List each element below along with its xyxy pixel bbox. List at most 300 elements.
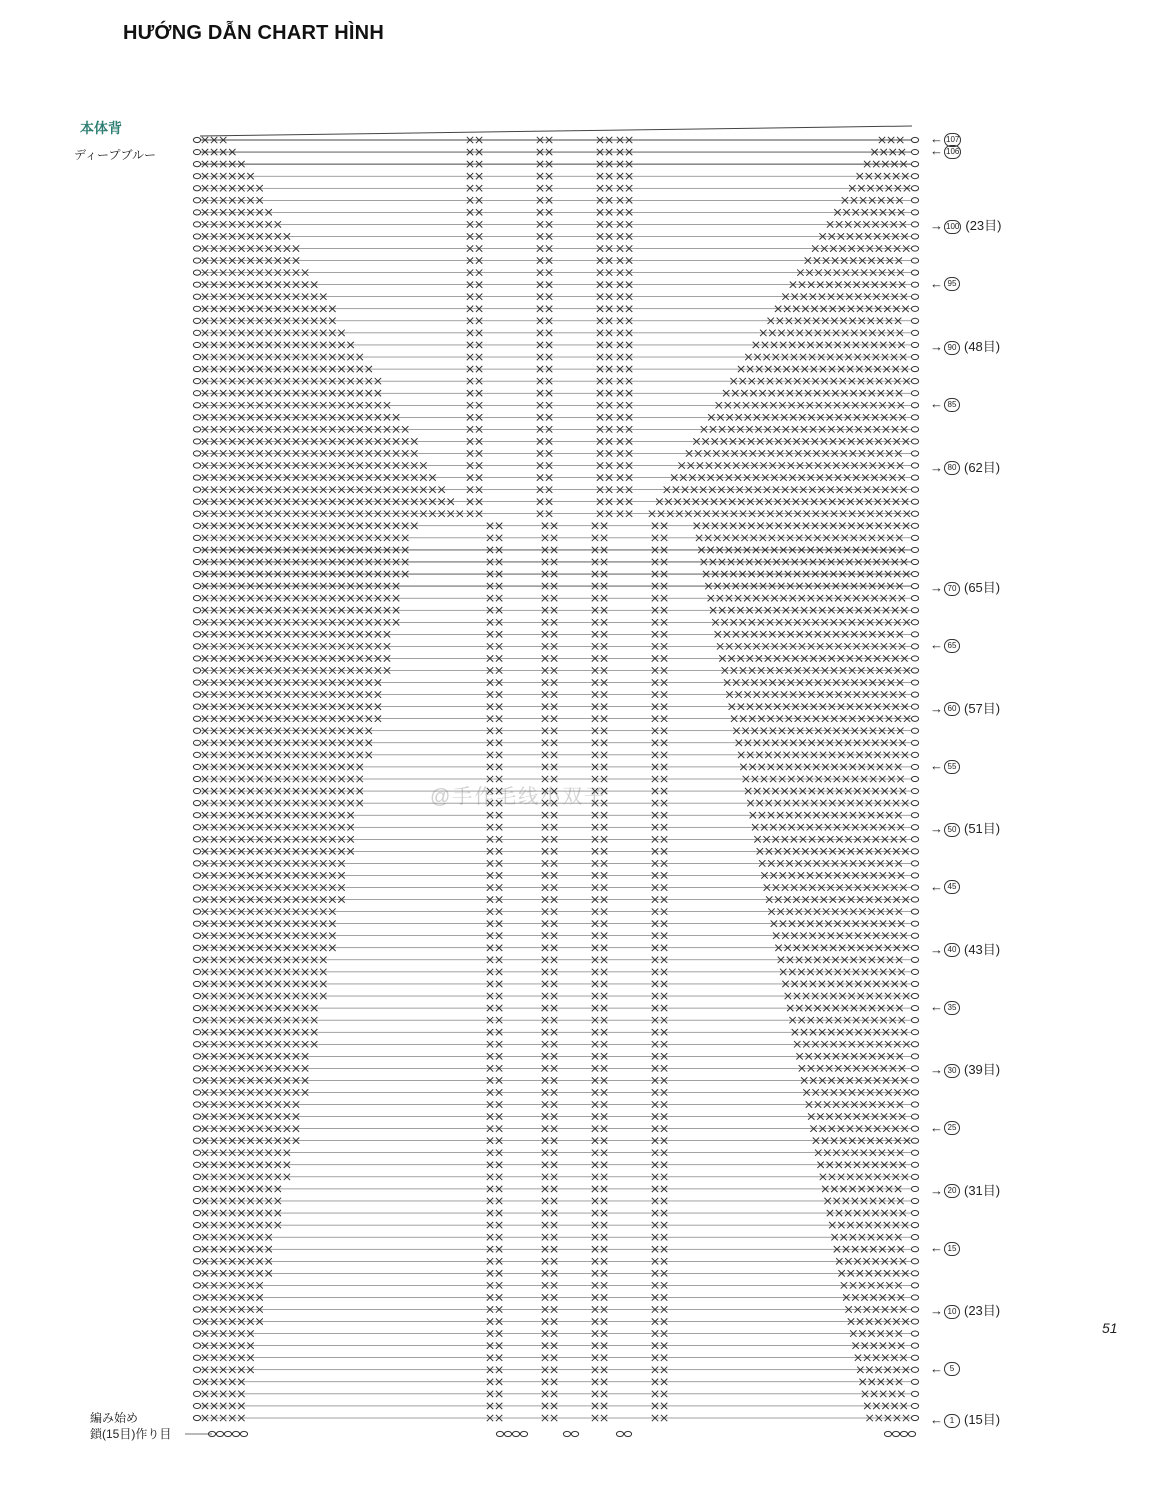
chain-stitch (911, 1042, 918, 1047)
chain-stitch (911, 535, 918, 540)
arrow-right-icon: → (930, 459, 943, 475)
chain-stitch (911, 258, 918, 263)
chain-stitch (911, 704, 918, 709)
row-marker (930, 143, 965, 159)
chain-stitch (193, 909, 200, 914)
chain-stitch (193, 511, 200, 516)
chain-stitch (193, 873, 200, 878)
chain-stitch (193, 776, 200, 781)
chain-stitch (911, 1114, 918, 1119)
chain-stitch (911, 656, 918, 661)
arrow-left-icon: ← (930, 878, 943, 894)
stitch-count: (62目) (964, 459, 1001, 475)
chain-stitch (193, 1005, 200, 1010)
chain-stitch (193, 1283, 200, 1288)
chain-stitch (911, 354, 918, 359)
chain-stitch (193, 487, 200, 492)
chain-stitch (884, 1431, 891, 1436)
chain-stitch (193, 668, 200, 673)
chain-stitch (911, 1235, 918, 1240)
chain-stitch (911, 716, 918, 721)
chain-stitch (193, 1162, 200, 1167)
row-marker (930, 1361, 964, 1377)
chain-stitch (193, 1186, 200, 1191)
chain-stitch (911, 318, 918, 323)
row-marker (930, 879, 964, 895)
chain-stitch (908, 1431, 915, 1436)
stitch-count: (39目) (964, 1062, 1001, 1078)
chain-stitch (911, 475, 918, 480)
chain-stitch (193, 740, 200, 745)
chain-stitch (193, 463, 200, 468)
chain-stitch (193, 813, 200, 818)
chain-stitch (616, 1431, 623, 1436)
chain-stitch (496, 1431, 503, 1436)
row-marker (930, 1300, 1000, 1319)
row-number: 15 (944, 1242, 960, 1256)
chain-stitch (911, 523, 918, 528)
chain-stitch (911, 596, 918, 601)
chain-stitch (911, 1319, 918, 1324)
row-marker (930, 758, 964, 774)
chain-stitch (911, 728, 918, 733)
row-marker (930, 939, 1000, 958)
chain-stitch (193, 1138, 200, 1143)
chain-stitch (911, 945, 918, 950)
chain-stitch (193, 608, 200, 613)
stitch-count: (15目) (964, 1412, 1001, 1427)
chain-stitch (193, 427, 200, 432)
chain-stitch (193, 1114, 200, 1119)
chain-stitch (193, 149, 200, 154)
chain-stitch (911, 1018, 918, 1023)
row-number: 90 (944, 341, 960, 355)
row-number: 80 (944, 461, 960, 475)
chain-stitch (193, 559, 200, 564)
chain-stitch (911, 366, 918, 371)
chain-stitch (193, 342, 200, 347)
chain-stitch (911, 342, 918, 347)
chain-stitch (193, 1198, 200, 1203)
chain-stitch (193, 571, 200, 576)
arrow-right-icon: → (930, 580, 943, 596)
chain-stitch (911, 1126, 918, 1131)
chain-stitch (911, 1415, 918, 1420)
page-number: 51 (1102, 1320, 1118, 1336)
section-title: 本体背 (80, 120, 122, 136)
chain-stitch (193, 1379, 200, 1384)
row-number: 65 (944, 639, 960, 653)
chain-stitch (193, 921, 200, 926)
chain-stitch (911, 1367, 918, 1372)
chain-stitch (911, 776, 918, 781)
chain-stitch (911, 620, 918, 625)
arrow-left-icon: ← (930, 637, 943, 653)
chain-stitch (193, 692, 200, 697)
chain-stitch (193, 306, 200, 311)
chain-stitch (911, 825, 918, 830)
watermark: @手作毛线小双子 (430, 786, 607, 808)
stitch-count: (51目) (964, 821, 1001, 837)
chain-stitch (911, 740, 918, 745)
row-marker (930, 1409, 1000, 1428)
row-marker (930, 1120, 964, 1136)
chain-stitch (193, 596, 200, 601)
chain-stitch (193, 174, 200, 179)
arrow-right-icon: → (930, 941, 943, 957)
row-marker (930, 698, 1000, 717)
chain-stitch (193, 1102, 200, 1107)
arrow-left-icon: ← (930, 143, 943, 159)
row-number: 107 (944, 133, 961, 147)
row-marker (930, 396, 964, 412)
chain-stitch (193, 1247, 200, 1252)
chain-stitch (193, 258, 200, 263)
chain-stitch (193, 391, 200, 396)
chain-stitch (911, 174, 918, 179)
chain-stitch (911, 897, 918, 902)
row-number: 5 (944, 1362, 960, 1376)
chain-stitch (193, 1126, 200, 1131)
chain-stitch (911, 801, 918, 806)
chain-stitch (911, 1162, 918, 1167)
chain-stitch (911, 1295, 918, 1300)
chain-stitch (911, 1005, 918, 1010)
chain-stitch (216, 1431, 223, 1436)
chain-stitch (911, 198, 918, 203)
chain-stitch (193, 644, 200, 649)
chain-stitch (193, 885, 200, 890)
chain-stitch (193, 137, 200, 142)
chain-stitch (193, 933, 200, 938)
chain-stitch (193, 764, 200, 769)
chain-stitch (193, 680, 200, 685)
chain-stitch (911, 981, 918, 986)
arrow-right-icon: → (930, 1182, 943, 1198)
chain-stitch (911, 210, 918, 215)
chain-stitch (911, 1210, 918, 1215)
chain-stitch (911, 1222, 918, 1227)
chain-stitch (193, 1391, 200, 1396)
chain-stitch (193, 330, 200, 335)
chain-stitch (911, 149, 918, 154)
chain-stitch (193, 728, 200, 733)
chain-stitch (911, 294, 918, 299)
stitch-count: (31目) (964, 1182, 1001, 1198)
chain-stitch (911, 1355, 918, 1360)
row-number: 100 (944, 220, 961, 234)
row-marker (930, 637, 964, 653)
chain-stitch (911, 608, 918, 613)
chain-stitch (193, 981, 200, 986)
chain-stitch (911, 1186, 918, 1191)
chain-stitch (193, 1078, 200, 1083)
row-marker (930, 1240, 964, 1256)
row-marker (930, 457, 1000, 476)
chain-stitch (911, 1054, 918, 1059)
chain-stitch (911, 1247, 918, 1252)
arrow-left-icon: ← (930, 396, 943, 412)
chain-stitch (193, 451, 200, 456)
arrow-left-icon: ← (930, 1412, 943, 1427)
chain-stitch (911, 1138, 918, 1143)
chain-stitch (911, 849, 918, 854)
chain-stitch (911, 162, 918, 167)
chain-stitch (520, 1431, 527, 1436)
chain-stitch (512, 1431, 519, 1436)
row-number: 10 (944, 1305, 960, 1319)
chain-stitch (193, 1331, 200, 1336)
chain-stitch (911, 451, 918, 456)
chain-stitch (193, 547, 200, 552)
arrow-left-icon: ← (930, 757, 943, 773)
row-number: 45 (944, 880, 960, 894)
arrow-left-icon: ← (930, 275, 943, 291)
chain-stitch (193, 1150, 200, 1155)
chain-stitch (911, 547, 918, 552)
chain-stitch (193, 849, 200, 854)
page-heading: HƯỚNG DẪN CHART HÌNH (123, 22, 384, 44)
chain-stitch (193, 656, 200, 661)
chain-stitch (911, 415, 918, 420)
chain-stitch (911, 1271, 918, 1276)
chain-stitch (193, 837, 200, 842)
stitch-count: (57目) (964, 700, 1001, 716)
arrow-left-icon: ← (930, 1240, 943, 1256)
chain-stitch (240, 1431, 247, 1436)
row-number: 106 (944, 145, 961, 159)
chain-stitch (193, 1307, 200, 1312)
chain-stitch (911, 439, 918, 444)
chain-stitch (911, 692, 918, 697)
chain-stitch (193, 535, 200, 540)
row-marker (930, 215, 1001, 234)
chain-stitch (193, 788, 200, 793)
chain-stitch (193, 1295, 200, 1300)
chain-stitch (193, 439, 200, 444)
chain-stitch (193, 1090, 200, 1095)
stitch-count: (23目) (965, 218, 1002, 234)
chain-stitch (224, 1431, 231, 1436)
row-marker (930, 818, 1000, 837)
chain-stitch (911, 1102, 918, 1107)
row-number: 30 (944, 1064, 960, 1078)
chain-stitch (911, 499, 918, 504)
chain-stitch (571, 1431, 578, 1436)
top-edge-line (200, 126, 912, 136)
chain-stitch (911, 993, 918, 998)
row-marker (930, 1059, 1000, 1078)
chain-stitch (911, 632, 918, 637)
row-number: 55 (944, 760, 960, 774)
chain-stitch (911, 137, 918, 142)
chain-stitch (911, 680, 918, 685)
chain-stitch (624, 1431, 631, 1436)
chain-stitch (911, 909, 918, 914)
chain-stitch (193, 1030, 200, 1035)
chain-stitch (911, 764, 918, 769)
chain-stitch (911, 1379, 918, 1384)
chain-stitch (193, 354, 200, 359)
chain-stitch (911, 873, 918, 878)
chain-stitch (911, 644, 918, 649)
row-number: 70 (944, 582, 960, 596)
chain-stitch (900, 1431, 907, 1436)
chain-stitch (911, 463, 918, 468)
chain-stitch (193, 620, 200, 625)
chain-stitch (193, 1018, 200, 1023)
row-number: 35 (944, 1001, 960, 1015)
chain-stitch (193, 861, 200, 866)
start-note-line-2: 鎖(15目)作り目 (90, 1427, 172, 1441)
chain-stitch (911, 487, 918, 492)
chain-stitch (193, 318, 200, 323)
chain-stitch (193, 246, 200, 251)
row-number: 1 (944, 1414, 960, 1428)
chain-stitch (193, 366, 200, 371)
chain-stitch (193, 945, 200, 950)
chain-stitch (911, 1307, 918, 1312)
chain-stitch (911, 921, 918, 926)
chain-stitch (193, 499, 200, 504)
chain-stitch (193, 294, 200, 299)
chain-stitch (911, 1283, 918, 1288)
arrow-right-icon: → (930, 218, 943, 234)
chain-stitch (911, 1259, 918, 1264)
row-marker (930, 276, 964, 292)
chain-stitch (193, 270, 200, 275)
chain-stitch (193, 1054, 200, 1059)
chain-stitch (193, 957, 200, 962)
chain-stitch (911, 1030, 918, 1035)
chain-stitch (563, 1431, 570, 1436)
chain-stitch (911, 861, 918, 866)
chain-stitch (911, 186, 918, 191)
chain-stitch (911, 1066, 918, 1071)
chain-stitch (911, 813, 918, 818)
chain-stitch (193, 1222, 200, 1227)
chain-stitch (911, 788, 918, 793)
chain-stitch (911, 330, 918, 335)
chain-stitch (193, 1367, 200, 1372)
chain-stitch (193, 234, 200, 239)
chain-stitch (911, 403, 918, 408)
chain-stitch (911, 1331, 918, 1336)
chain-stitch (193, 1319, 200, 1324)
row-marker (930, 577, 1000, 596)
chain-stitch (911, 1198, 918, 1203)
row-number: 85 (944, 398, 960, 412)
chain-stitch (193, 186, 200, 191)
chain-stitch (193, 403, 200, 408)
chain-stitch (911, 957, 918, 962)
start-note-line-1: 編み始め (90, 1411, 139, 1425)
row-marker (930, 999, 964, 1015)
arrow-right-icon: → (930, 1303, 943, 1319)
arrow-right-icon: → (930, 338, 943, 354)
chain-stitch (193, 716, 200, 721)
chain-stitch (911, 379, 918, 384)
chain-stitch (193, 1066, 200, 1071)
row-marker (930, 336, 1000, 355)
stitch-count: (43目) (964, 941, 1001, 957)
chain-stitch (193, 969, 200, 974)
chain-stitch (193, 523, 200, 528)
chain-stitch (911, 1090, 918, 1095)
chain-stitch (911, 1078, 918, 1083)
stitch-count: (65目) (964, 580, 1001, 596)
arrow-left-icon: ← (930, 999, 943, 1015)
chain-stitch (911, 668, 918, 673)
row-number: 50 (944, 823, 960, 837)
chain-stitch (911, 1174, 918, 1179)
chain-stitch (193, 282, 200, 287)
chain-stitch (193, 1271, 200, 1276)
chain-stitch (911, 837, 918, 842)
row-number: 20 (944, 1184, 960, 1198)
chain-stitch (193, 1235, 200, 1240)
chain-stitch (911, 282, 918, 287)
arrow-right-icon: → (930, 700, 943, 716)
chain-stitch (193, 825, 200, 830)
chain-stitch (911, 511, 918, 516)
chain-stitch (911, 1403, 918, 1408)
chain-stitch (911, 559, 918, 564)
chain-stitch (193, 632, 200, 637)
chain-stitch (193, 1259, 200, 1264)
chain-stitch (193, 752, 200, 757)
chain-stitch (911, 306, 918, 311)
arrow-left-icon: ← (930, 131, 943, 146)
chain-stitch (911, 583, 918, 588)
chain-stitch (193, 415, 200, 420)
arrow-right-icon: → (930, 821, 943, 837)
chain-stitch (911, 969, 918, 974)
chain-stitch (193, 897, 200, 902)
chain-stitch (911, 391, 918, 396)
chain-stitch (911, 234, 918, 239)
chain-stitch (193, 1042, 200, 1047)
chain-stitch (193, 162, 200, 167)
chain-stitch (911, 1343, 918, 1348)
stitch-count: (23目) (964, 1303, 1001, 1319)
chain-stitch (193, 1355, 200, 1360)
chain-stitch (911, 1391, 918, 1396)
chain-stitch (911, 270, 918, 275)
row-number: 95 (944, 277, 960, 291)
chain-stitch (911, 222, 918, 227)
chain-stitch (504, 1431, 511, 1436)
chain-stitch (911, 933, 918, 938)
row-number: 40 (944, 943, 960, 957)
chain-stitch (193, 222, 200, 227)
chain-stitch (232, 1431, 239, 1436)
row-marker (930, 1180, 1000, 1199)
chain-stitch (193, 210, 200, 215)
stitch-count: (48目) (964, 338, 1001, 354)
arrow-right-icon: → (930, 1062, 943, 1078)
chain-stitch (193, 1174, 200, 1179)
chain-stitch (193, 704, 200, 709)
chain-stitch (911, 571, 918, 576)
chain-stitch (193, 583, 200, 588)
chain-stitch (193, 1403, 200, 1408)
chain-stitch (911, 427, 918, 432)
chain-stitch (892, 1431, 899, 1436)
chain-stitch (193, 379, 200, 384)
yarn-color-label: ディープブルー (74, 148, 156, 162)
chain-stitch (193, 1210, 200, 1215)
